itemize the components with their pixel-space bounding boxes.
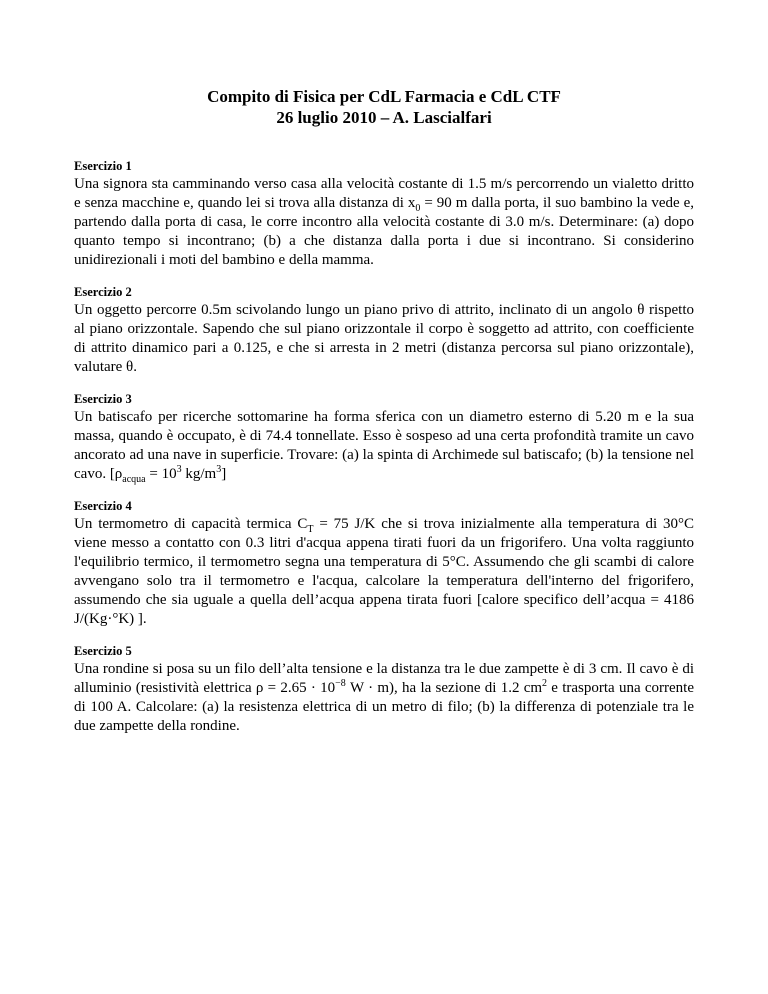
exercise-heading: Esercizio 5 (74, 644, 132, 658)
exercise-1 (74, 158, 694, 270)
exercise-5 (74, 643, 694, 736)
exercise-text: Una rondine si posa su un filo dell’alta tensione e la distanza tra le due zampette è di 3 cm. Il cavo è di alluminio (resistività elettrica $\rho = 2.65 \cdot 10^{-8}$ W · m), ha la sezione di 1.2 $cm^2$ e trasporta una corrente di 100 A. Calcolare: (a) la resistenza elettrica di un metro di filo; (b) la differenza di potenziale tra le due zampette della rondine. (74, 661, 694, 734)
exercise-heading: Esercizio 2 (74, 285, 132, 299)
document-title: Compito di Fisica per CdL Farmacia e CdL CTF (207, 87, 561, 106)
exercise-heading: Esercizio 3 (74, 392, 132, 406)
exercise-heading: Esercizio 4 (74, 499, 132, 513)
exercise-heading: Esercizio 1 (74, 159, 132, 173)
exercise-text: Un oggetto percorre 0.5m scivolando lungo un piano privo di attrito, inclinato di un angolo θ rispetto al piano orizzontale. Sapendo che sul piano orizzontale il corpo è soggetto ad attrito, con coefficiente di attrito dinamico pari a 0.125, e che si arresta in 2 metri (distanza percorsa sul piano orizzontale), valutare θ. (74, 302, 694, 375)
exercise-4 (74, 498, 694, 629)
exercise-3 (74, 391, 694, 484)
exercise-text: Un termometro di capacità termica $C_T = 75$ J/K che si trova inizialmente alla temperatura di 30°C viene messo a contatto con 0.3 litri d'acqua appena tirati fuori da un frigorifero. Una volta raggiunto l'equilibrio termico, il termometro segna una temperatura di 5°C. Assumendo che gli scambi di calore avvengano solo tra il termometro e l'acqua, calcolare la temperatura dell'interno del frigorifero, assumendo che sia uguale a quella dell’acqua appena tirata fuori [calore specifico dell’acqua = 4186 J/(Kg·°K) ]. (74, 516, 694, 627)
document-subtitle: 26 luglio 2010 – A. Lascialfari (276, 108, 492, 127)
exercise-text: Un batiscafo per ricerche sottomarine ha forma sferica con un diametro esterno di 5.20 m e la sua massa, quando è occupato, è di 74.4 tonnellate. Esso è sospeso ad una certa profondità tramite un cavo ancorato ad una nave in superficie. Trovare: (a) la spinta di Archimede sul batiscafo; (b) la tensione nel cavo. [$\rho_{acqua} = 10^3$ $kg/m^3$] (74, 409, 694, 485)
document-header (74, 86, 694, 128)
exercise-text: Una signora sta camminando verso casa alla velocità costante di 1.5 m/s percorrendo un vialetto dritto e senza macchine e, quando lei si trova alla distanza di $x_0 = 90$ m dalla porta, il suo bambino la vede e, partendo dalla porta di casa, le corre incontro alla velocità costante di 3.0 m/s. Determinare: (a) dopo quanto tempo si incontrano; (b) a che distanza dalla porta i due si incontrano. Si considerino unidirezionali i moti del bambino e della mamma. (74, 176, 694, 268)
exercise-2 (74, 284, 694, 377)
